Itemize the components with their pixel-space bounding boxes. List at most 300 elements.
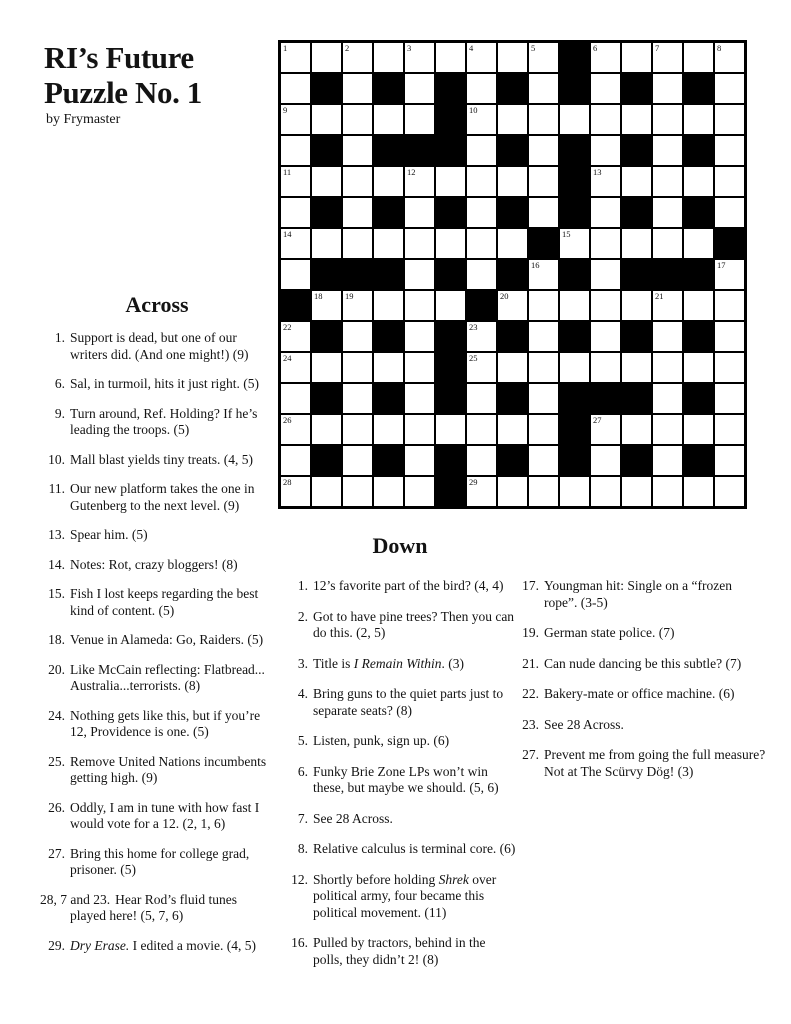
cell-number: 5 — [531, 43, 536, 53]
grid-cell[interactable] — [498, 229, 527, 258]
cell-number: 8 — [717, 43, 722, 53]
grid-cell[interactable] — [715, 43, 744, 72]
grid-cell[interactable] — [715, 446, 744, 475]
grid-cell[interactable] — [591, 74, 620, 103]
grid-cell[interactable] — [405, 477, 434, 506]
grid-cell-black — [374, 136, 403, 165]
grid-cell[interactable] — [622, 291, 651, 320]
grid-cell[interactable] — [343, 415, 372, 444]
clue-text: Support is dead, but one of our writers did. (And one might!) (9) — [70, 330, 249, 362]
grid-cell-black — [653, 260, 682, 289]
grid-cell[interactable] — [343, 229, 372, 258]
grid-cell[interactable] — [529, 136, 558, 165]
grid-cell[interactable] — [436, 415, 465, 444]
grid-cell[interactable] — [622, 229, 651, 258]
grid-cell[interactable] — [436, 167, 465, 196]
grid-cell[interactable] — [653, 74, 682, 103]
grid-cell[interactable] — [467, 229, 496, 258]
cell-number: 1 — [283, 43, 288, 53]
grid-cell[interactable] — [498, 167, 527, 196]
grid-cell-black — [529, 229, 558, 258]
grid-cell[interactable] — [436, 229, 465, 258]
grid-cell-black — [591, 384, 620, 413]
grid-cell[interactable] — [343, 477, 372, 506]
grid-cell[interactable] — [405, 74, 434, 103]
clue-number: 10. — [48, 451, 65, 467]
grid-cell[interactable] — [498, 291, 527, 320]
clue-text: See 28 Across. — [313, 810, 393, 826]
grid-cell[interactable] — [405, 446, 434, 475]
grid-cell[interactable] — [374, 291, 403, 320]
cell-number: 25 — [469, 353, 478, 363]
grid-cell[interactable] — [684, 415, 713, 444]
clue — [283, 872, 517, 922]
grid-cell-black — [560, 446, 589, 475]
grid-cell-black — [436, 384, 465, 413]
grid-cell[interactable] — [684, 229, 713, 258]
grid-cell[interactable] — [436, 43, 465, 72]
grid-cell[interactable] — [281, 260, 310, 289]
page-title — [44, 40, 202, 110]
grid-cell[interactable] — [653, 167, 682, 196]
grid-cell[interactable] — [715, 384, 744, 413]
grid-cell[interactable] — [529, 477, 558, 506]
grid-cell[interactable] — [591, 167, 620, 196]
clue-text: Like McCain reflecting: Flatbread... Australia...terrorists. (8) — [70, 661, 265, 693]
grid-cell[interactable] — [374, 229, 403, 258]
grid-cell[interactable] — [653, 322, 682, 351]
grid-cell[interactable] — [622, 105, 651, 134]
grid-cell[interactable] — [467, 260, 496, 289]
grid-cell[interactable] — [374, 43, 403, 72]
grid-cell-black — [312, 74, 341, 103]
cell-number: 4 — [469, 43, 474, 53]
clue-number: 9. — [54, 405, 65, 421]
grid-cell[interactable] — [281, 322, 310, 351]
cell-number: 3 — [407, 43, 412, 53]
grid-cell-black — [684, 74, 713, 103]
grid-cell[interactable] — [281, 415, 310, 444]
grid-cell-black — [560, 415, 589, 444]
cell-number: 7 — [655, 43, 660, 53]
grid-cell[interactable] — [343, 353, 372, 382]
grid-cell[interactable] — [622, 353, 651, 382]
down-section-col1 — [283, 533, 517, 982]
grid-cell[interactable] — [281, 384, 310, 413]
grid-cell[interactable] — [529, 415, 558, 444]
grid-cell[interactable] — [312, 477, 341, 506]
grid-cell[interactable] — [312, 43, 341, 72]
grid-cell[interactable] — [467, 322, 496, 351]
clue — [40, 892, 274, 925]
grid-cell-black — [374, 74, 403, 103]
grid-cell-black — [436, 105, 465, 134]
grid-cell[interactable] — [653, 353, 682, 382]
clue — [514, 747, 766, 780]
grid-cell[interactable] — [591, 43, 620, 72]
clue — [40, 557, 274, 574]
grid-cell[interactable] — [529, 105, 558, 134]
grid-cell[interactable] — [591, 353, 620, 382]
byline: by Frymaster — [46, 112, 121, 127]
grid-cell[interactable] — [591, 136, 620, 165]
clue — [40, 586, 274, 619]
grid-cell[interactable] — [653, 384, 682, 413]
grid-cell[interactable] — [529, 384, 558, 413]
cell-number: 21 — [655, 291, 664, 301]
grid-cell[interactable] — [529, 43, 558, 72]
grid-cell[interactable] — [622, 415, 651, 444]
grid-cell[interactable] — [622, 43, 651, 72]
grid-cell[interactable] — [715, 105, 744, 134]
cell-number: 15 — [562, 229, 571, 239]
grid-cell[interactable] — [684, 291, 713, 320]
clue — [283, 841, 517, 858]
grid-cell[interactable] — [312, 353, 341, 382]
grid-cell[interactable] — [343, 322, 372, 351]
down-section-col2 — [514, 578, 766, 794]
grid-cell[interactable] — [653, 198, 682, 227]
grid-cell-black — [560, 74, 589, 103]
grid-cell[interactable] — [560, 229, 589, 258]
down-heading: Down — [372, 533, 428, 558]
grid-cell[interactable] — [405, 229, 434, 258]
grid-cell-black — [560, 43, 589, 72]
grid-cell[interactable] — [405, 260, 434, 289]
cell-number: 16 — [531, 260, 540, 270]
clue — [40, 800, 274, 833]
grid-cell-black — [374, 446, 403, 475]
clue — [40, 846, 274, 879]
grid-cell-black — [312, 260, 341, 289]
grid-cell[interactable] — [653, 43, 682, 72]
clue-text: Bring this home for college grad, prisoner. (5) — [70, 845, 250, 877]
grid-cell[interactable] — [715, 198, 744, 227]
clue — [40, 481, 274, 514]
grid-cell[interactable] — [374, 415, 403, 444]
clue-number: 6. — [54, 376, 65, 391]
clue — [514, 656, 766, 673]
grid-cell[interactable] — [405, 384, 434, 413]
across-section — [40, 292, 274, 967]
clue-text: Spear him. (5) — [70, 527, 148, 542]
grid-cell[interactable] — [560, 477, 589, 506]
clue-number: 15. — [48, 586, 65, 601]
grid-cell-black — [374, 198, 403, 227]
grid-cell[interactable] — [715, 291, 744, 320]
grid-cell[interactable] — [405, 415, 434, 444]
clue-text: Oddly, I am in tune with how fast I would vote for a 12. (2, 1, 6) — [70, 799, 260, 831]
clue-number: 27. — [522, 747, 539, 762]
grid-cell-black — [436, 198, 465, 227]
grid-cell[interactable] — [498, 353, 527, 382]
clue — [40, 330, 274, 363]
grid-cell[interactable] — [529, 446, 558, 475]
grid-cell[interactable] — [405, 353, 434, 382]
grid-cell[interactable] — [343, 74, 372, 103]
grid-cell[interactable] — [467, 353, 496, 382]
grid-cell[interactable] — [591, 415, 620, 444]
grid-cell[interactable] — [467, 198, 496, 227]
grid-cell[interactable] — [343, 291, 372, 320]
grid-cell[interactable] — [715, 260, 744, 289]
clue-number: 6. — [297, 763, 308, 779]
across-clue-list — [40, 330, 274, 954]
grid-cell[interactable] — [281, 198, 310, 227]
clue — [40, 938, 274, 955]
grid-cell[interactable] — [591, 446, 620, 475]
grid-cell[interactable] — [343, 105, 372, 134]
grid-cell[interactable] — [591, 322, 620, 351]
grid-cell-black — [498, 198, 527, 227]
grid-cell[interactable] — [529, 74, 558, 103]
grid-cell-black — [684, 198, 713, 227]
grid-cell[interactable] — [529, 198, 558, 227]
grid-cell-black — [498, 260, 527, 289]
grid-cell[interactable] — [591, 105, 620, 134]
grid-cell-black — [436, 260, 465, 289]
grid-cell[interactable] — [405, 322, 434, 351]
grid-cell[interactable] — [343, 136, 372, 165]
grid-cell[interactable] — [312, 291, 341, 320]
grid-cell-black — [684, 260, 713, 289]
clue-text: Sal, in turmoil, hits it just right. (5) — [70, 376, 259, 391]
clue — [514, 717, 766, 734]
clue-number: 12. — [291, 871, 308, 887]
grid-cell[interactable] — [405, 291, 434, 320]
clue-text: Title is I Remain Within. (3) — [313, 655, 465, 671]
clue — [283, 686, 517, 719]
grid-cell[interactable] — [467, 167, 496, 196]
grid-cell-black — [560, 167, 589, 196]
clue-text: Relative calculus is terminal core. (6) — [313, 841, 516, 856]
grid-cell-black — [622, 136, 651, 165]
cell-number: 28 — [283, 477, 292, 487]
grid-cell[interactable] — [591, 291, 620, 320]
clue-text: Shortly before holding Shrek over political army, four became this political movement. (11) — [313, 871, 497, 920]
clue-number: 23. — [522, 716, 539, 732]
grid-cell-black — [715, 229, 744, 258]
grid-cell[interactable] — [498, 105, 527, 134]
cell-number: 24 — [283, 353, 292, 363]
grid-cell-black — [622, 446, 651, 475]
grid-cell[interactable] — [529, 260, 558, 289]
clue-number: 29. — [48, 937, 65, 953]
clue — [283, 656, 517, 673]
grid-cell-black — [281, 291, 310, 320]
clue — [283, 609, 517, 642]
cell-number: 9 — [283, 105, 288, 115]
title-line-2: Puzzle No. 1 — [44, 75, 202, 110]
grid-cell[interactable] — [467, 105, 496, 134]
grid-cell[interactable] — [653, 477, 682, 506]
grid-cell[interactable] — [653, 446, 682, 475]
grid-cell[interactable] — [467, 136, 496, 165]
grid-cell[interactable] — [715, 74, 744, 103]
grid-cell-black — [312, 322, 341, 351]
clue-number: 18. — [48, 632, 65, 647]
grid-cell[interactable] — [715, 167, 744, 196]
grid-cell-black — [684, 136, 713, 165]
grid-cell[interactable] — [374, 105, 403, 134]
grid-cell-black — [498, 384, 527, 413]
grid-cell[interactable] — [281, 74, 310, 103]
grid-cell[interactable] — [405, 167, 434, 196]
clue-number: 5. — [297, 733, 308, 748]
grid-cell[interactable] — [467, 477, 496, 506]
grid-cell[interactable] — [498, 477, 527, 506]
grid-cell[interactable] — [281, 43, 310, 72]
across-heading: Across — [125, 292, 189, 317]
grid-cell-black — [560, 198, 589, 227]
clue-number: 24. — [48, 707, 65, 723]
grid-cell[interactable] — [374, 477, 403, 506]
grid-cell[interactable] — [653, 229, 682, 258]
clue — [283, 935, 517, 968]
clue-text: Listen, punk, sign up. (6) — [313, 733, 450, 748]
grid-cell[interactable] — [560, 291, 589, 320]
grid-cell-black — [622, 322, 651, 351]
grid-cell[interactable] — [622, 477, 651, 506]
grid-cell[interactable] — [715, 353, 744, 382]
grid-cell[interactable] — [343, 446, 372, 475]
clue-text: Bakery-mate or office machine. (6) — [544, 686, 735, 701]
grid-cell[interactable] — [281, 105, 310, 134]
grid-cell[interactable] — [653, 105, 682, 134]
grid-cell[interactable] — [467, 74, 496, 103]
clue-number: 21. — [522, 655, 539, 671]
clue-number: 27. — [48, 845, 65, 861]
clue-text: Venue in Alameda: Go, Raiders. (5) — [70, 632, 264, 647]
grid-cell[interactable] — [653, 291, 682, 320]
grid-cell-black — [312, 384, 341, 413]
cell-number: 6 — [593, 43, 598, 53]
grid-cell-black — [374, 384, 403, 413]
grid-cell[interactable] — [281, 167, 310, 196]
grid-cell[interactable] — [405, 43, 434, 72]
cell-number: 11 — [283, 167, 292, 177]
clue-text: Nothing gets like this, but if you’re 12, Providence is one. (5) — [70, 707, 261, 739]
clue-text: Bring guns to the quiet parts just to separate seats? (8) — [313, 686, 504, 718]
grid-cell[interactable] — [374, 353, 403, 382]
grid-cell[interactable] — [281, 353, 310, 382]
grid-cell[interactable] — [281, 446, 310, 475]
grid-cell-black — [498, 446, 527, 475]
grid-cell[interactable] — [715, 136, 744, 165]
cell-number: 17 — [717, 260, 726, 270]
grid-cell[interactable] — [653, 136, 682, 165]
clue — [283, 811, 517, 828]
grid-cell[interactable] — [343, 43, 372, 72]
grid-cell[interactable] — [343, 167, 372, 196]
grid-cell[interactable] — [529, 291, 558, 320]
grid-cell[interactable] — [498, 415, 527, 444]
grid-cell[interactable] — [684, 167, 713, 196]
clue — [514, 578, 766, 611]
clue-text: Prevent me from going the full measure? Not at The Scürvy Dög! (3) — [544, 747, 766, 779]
grid-cell[interactable] — [312, 415, 341, 444]
grid-cell[interactable] — [560, 353, 589, 382]
grid-cell-black — [312, 136, 341, 165]
grid-cell[interactable] — [715, 477, 744, 506]
grid-cell[interactable] — [405, 198, 434, 227]
grid-cell[interactable] — [405, 105, 434, 134]
clue-text: Can nude dancing be this subtle? (7) — [544, 655, 742, 671]
grid-cell[interactable] — [281, 477, 310, 506]
grid-cell[interactable] — [684, 477, 713, 506]
cell-number: 27 — [593, 415, 602, 425]
grid-cell[interactable] — [591, 260, 620, 289]
grid-cell-black — [560, 136, 589, 165]
clue — [40, 376, 274, 393]
clue-number: 14. — [48, 556, 65, 572]
grid-cell[interactable] — [467, 415, 496, 444]
grid-cell-black — [560, 260, 589, 289]
grid-cell-black — [684, 384, 713, 413]
grid-cell[interactable] — [374, 167, 403, 196]
grid-cell[interactable] — [715, 415, 744, 444]
clue — [40, 527, 274, 544]
clue-number: 11. — [48, 481, 65, 496]
cell-number: 13 — [593, 167, 602, 177]
grid-cell[interactable] — [343, 198, 372, 227]
grid-cell[interactable] — [312, 105, 341, 134]
grid-cell-black — [622, 74, 651, 103]
grid-cell[interactable] — [467, 43, 496, 72]
grid-cell[interactable] — [281, 229, 310, 258]
grid-cell-black — [684, 322, 713, 351]
grid-cell[interactable] — [684, 43, 713, 72]
title-line-1: RI’s Future — [44, 40, 194, 75]
grid-cell[interactable] — [343, 384, 372, 413]
grid-cell-black — [498, 322, 527, 351]
clue — [283, 733, 517, 750]
grid-cell[interactable] — [591, 477, 620, 506]
grid-cell[interactable] — [312, 167, 341, 196]
grid-cell[interactable] — [591, 229, 620, 258]
grid-cell[interactable] — [281, 136, 310, 165]
grid-cell[interactable] — [498, 43, 527, 72]
grid-cell[interactable] — [467, 384, 496, 413]
clue — [40, 662, 274, 695]
grid-cell[interactable] — [560, 105, 589, 134]
grid-cell-black — [374, 260, 403, 289]
grid-cell[interactable] — [684, 105, 713, 134]
clue-number: 1. — [297, 578, 308, 593]
cell-number: 2 — [345, 43, 350, 53]
grid-cell[interactable] — [684, 353, 713, 382]
grid-cell[interactable] — [529, 167, 558, 196]
cell-number: 18 — [314, 291, 323, 301]
down-clue-list-2 — [514, 578, 766, 780]
grid-cell-black — [343, 260, 372, 289]
grid-cell-black — [436, 322, 465, 351]
grid-cell[interactable] — [436, 291, 465, 320]
grid-cell-black — [436, 446, 465, 475]
grid-cell[interactable] — [529, 322, 558, 351]
grid-cell-black — [312, 446, 341, 475]
grid-cell[interactable] — [529, 353, 558, 382]
grid-cell[interactable] — [312, 229, 341, 258]
clue — [40, 632, 274, 649]
grid-cell[interactable] — [653, 415, 682, 444]
grid-cell[interactable] — [715, 322, 744, 351]
grid-cell[interactable] — [467, 446, 496, 475]
grid-cell[interactable] — [622, 167, 651, 196]
clue-number: 19. — [522, 625, 539, 640]
clue-number: 8. — [297, 841, 308, 856]
grid-cell[interactable] — [591, 198, 620, 227]
